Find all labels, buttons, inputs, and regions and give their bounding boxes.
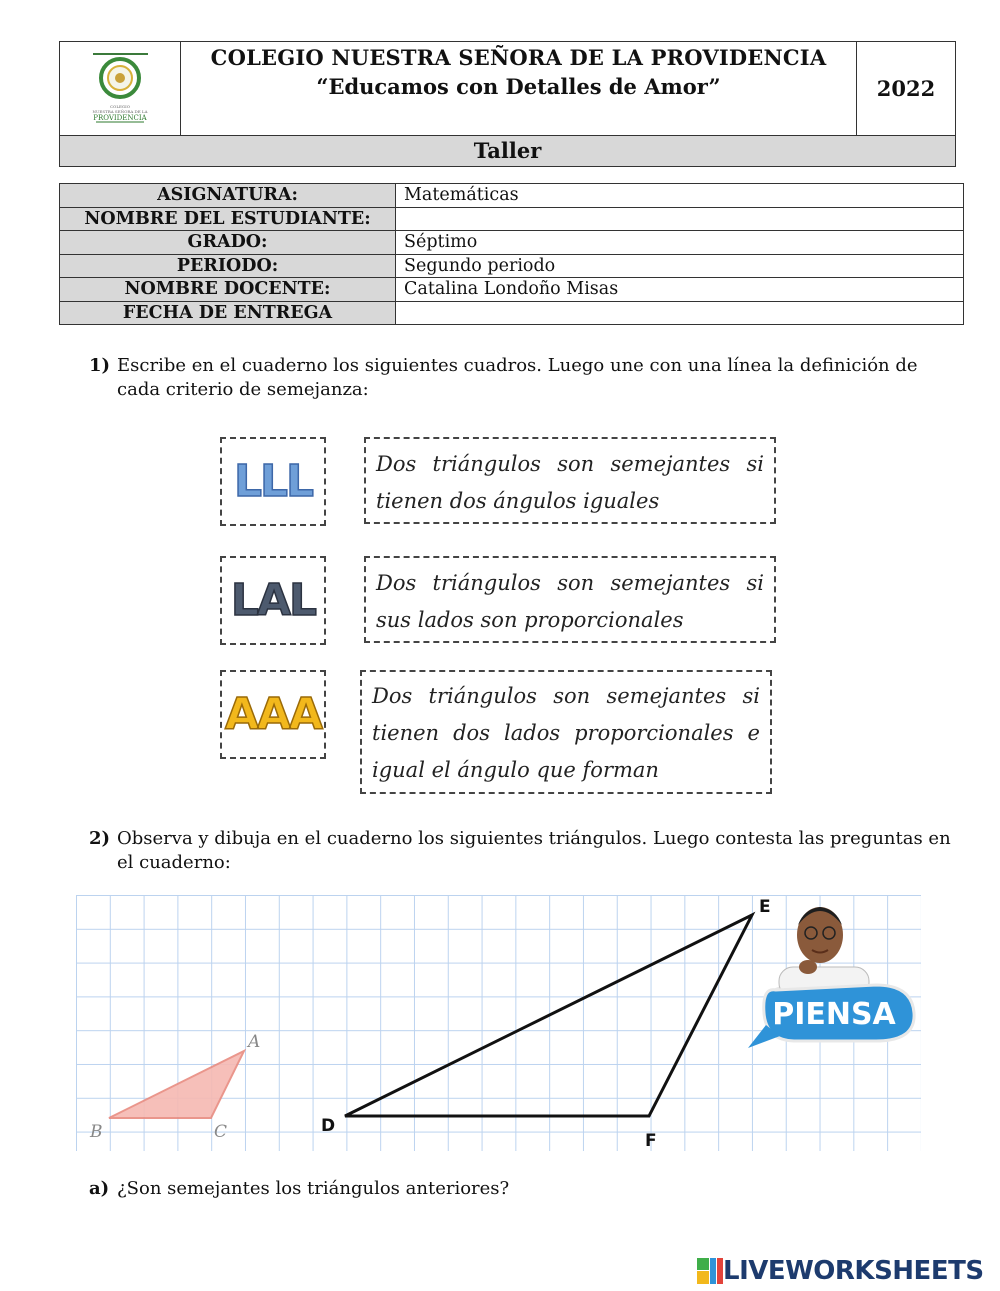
student-name-field[interactable] xyxy=(396,207,964,231)
triangles-figure xyxy=(76,895,921,1165)
school-logo xyxy=(60,42,181,135)
table-row xyxy=(60,207,964,231)
table-row xyxy=(60,231,964,255)
svg-text:NUESTRA SEÑORA DE LA: NUESTRA SEÑORA DE LA xyxy=(92,109,148,114)
definition-box-2[interactable]: Dos triángulos son semejantes si sus lados son proporcionales xyxy=(364,556,776,643)
piensa-text: PIENSA xyxy=(772,997,896,1032)
logo-text: PROVIDENCIA xyxy=(93,114,147,122)
info-label: GRADO: xyxy=(60,231,396,255)
school-year: 2022 xyxy=(876,76,936,101)
triangle-def xyxy=(345,915,752,1116)
question-text: Escribe en el cuaderno los siguientes cuadros. Luego une con una línea la definición de xyxy=(117,355,918,376)
liveworksheets-brand[interactable] xyxy=(697,1256,984,1286)
table-row xyxy=(60,184,964,208)
point-d-label: D xyxy=(321,1116,336,1136)
question-text: ¿Son semejantes los triángulos anteriores? xyxy=(117,1178,510,1199)
info-label: ASIGNATURA: xyxy=(60,184,396,208)
table-row xyxy=(60,301,964,325)
info-value: Matemáticas xyxy=(396,184,964,208)
info-value: Catalina Londoño Misas xyxy=(396,278,964,302)
header-title-block xyxy=(181,42,857,135)
school-motto: “Educamos con Detalles de Amor” xyxy=(316,74,721,99)
triangle-abc xyxy=(109,1051,244,1118)
point-c-label: C xyxy=(214,1122,228,1142)
due-date-field[interactable] xyxy=(396,301,964,325)
question-1 xyxy=(89,354,949,402)
question-text-cont: cada criterio de semejanza: xyxy=(117,379,369,400)
info-value: Séptimo xyxy=(396,231,964,255)
info-label: FECHA DE ENTREGA xyxy=(60,301,396,325)
question-2 xyxy=(89,827,959,875)
info-label: PERIODO: xyxy=(60,254,396,278)
question-text: Observa y dibuja en el cuaderno los siguientes triángulos. Luego contesta las preguntas en xyxy=(117,828,951,849)
header-table xyxy=(59,41,956,167)
info-value: Segundo periodo xyxy=(396,254,964,278)
criterion-lal-box[interactable]: LAL xyxy=(220,556,326,645)
info-label: NOMBRE DEL ESTUDIANTE: xyxy=(60,207,396,231)
info-label: NOMBRE DOCENTE: xyxy=(60,278,396,302)
point-f-label: F xyxy=(645,1131,657,1151)
question-number: 1) xyxy=(89,355,111,376)
section-title: Taller xyxy=(60,135,955,166)
definition-box-1[interactable]: Dos triángulos son semejantes si tienen dos ángulos iguales xyxy=(364,437,776,524)
liveworksheets-logo-icon xyxy=(697,1258,723,1284)
table-row xyxy=(60,254,964,278)
question-number: a) xyxy=(89,1178,110,1199)
criterion-aaa-box[interactable]: AAA xyxy=(220,670,326,759)
point-e-label: E xyxy=(759,897,771,917)
student-info-table xyxy=(59,183,964,325)
table-row xyxy=(60,278,964,302)
question-text-cont: el cuaderno: xyxy=(117,852,231,873)
svg-text:COLEGIO: COLEGIO xyxy=(110,104,130,109)
liveworksheets-label: LIVEWORKSHEETS xyxy=(723,1256,984,1286)
piensa-bubble xyxy=(748,985,914,1048)
point-a-label: A xyxy=(248,1032,261,1052)
question-a xyxy=(89,1177,949,1201)
school-name: COLEGIO NUESTRA SEÑORA DE LA PROVIDENCIA xyxy=(210,45,827,70)
definition-box-3[interactable]: Dos triángulos son semejantes si tienen dos lados proporcionales e igual el ángulo que forman xyxy=(360,670,772,794)
criterion-lll-box[interactable]: LLL xyxy=(220,437,326,526)
point-b-label: B xyxy=(90,1122,103,1142)
question-number: 2) xyxy=(89,828,111,849)
